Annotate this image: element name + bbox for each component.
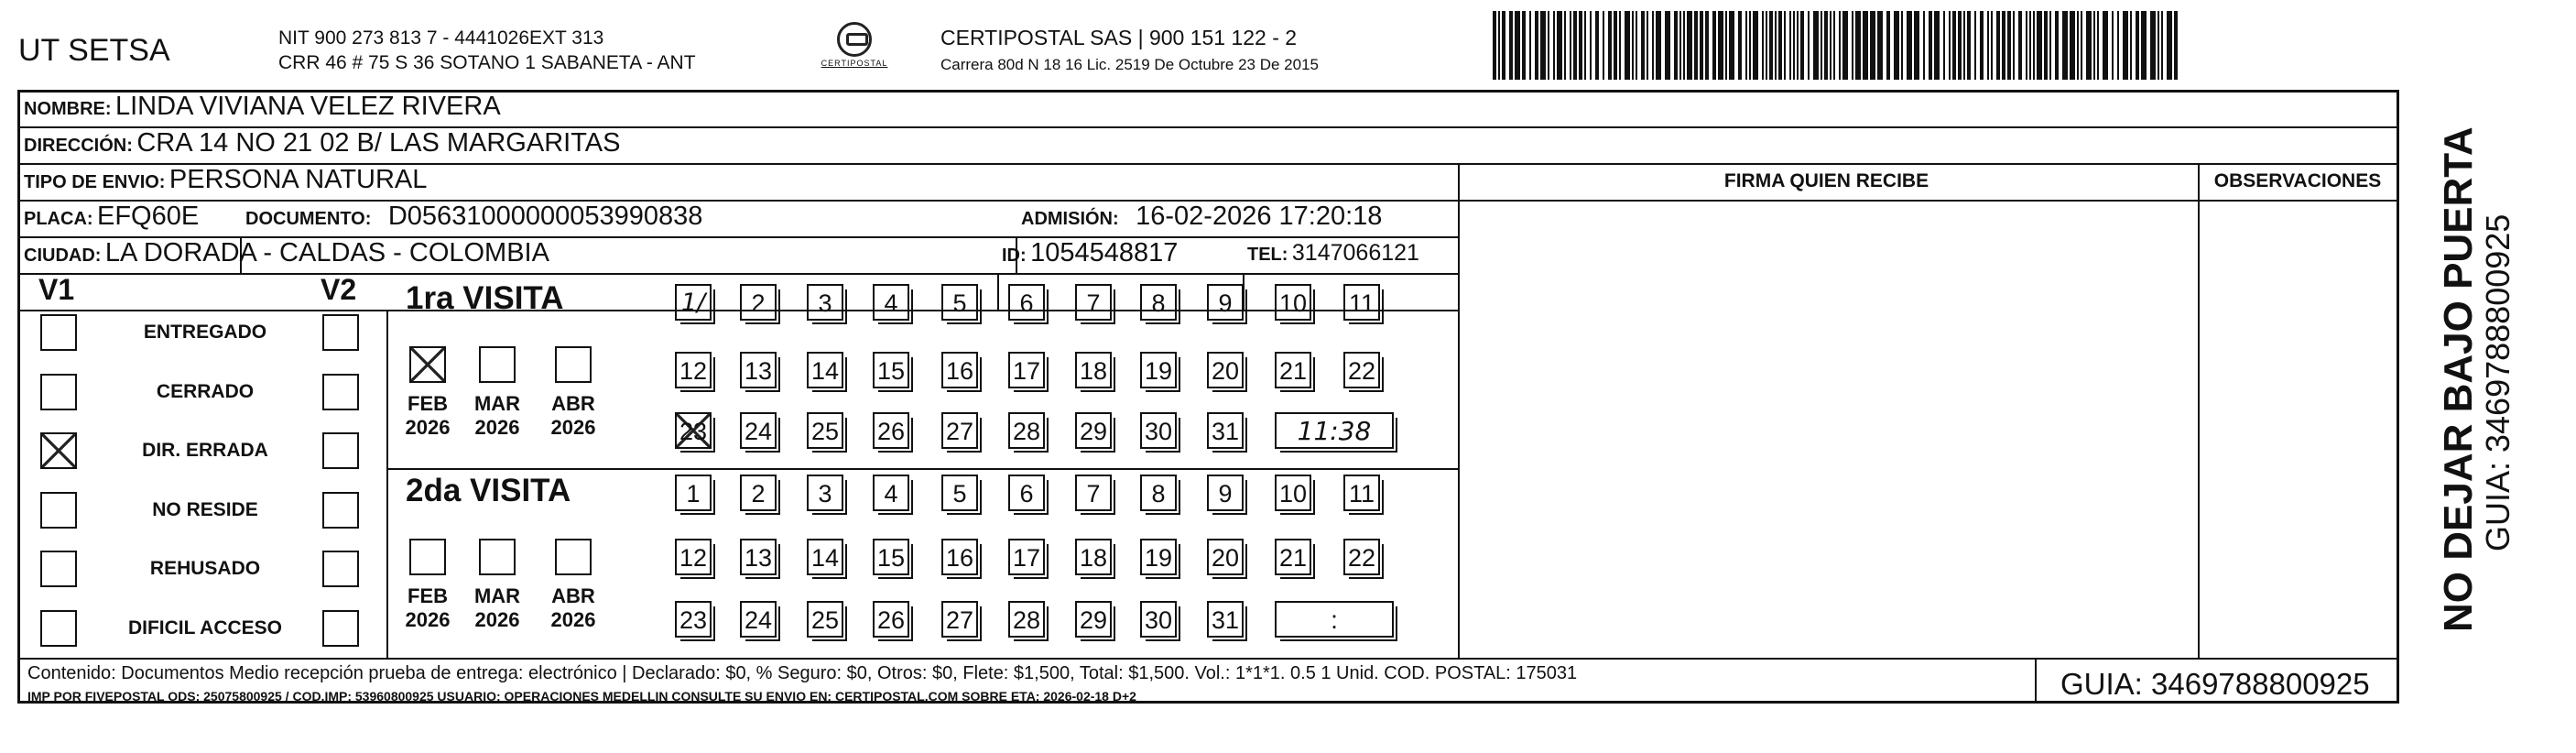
- day-box[interactable]: 4: [873, 475, 909, 511]
- v1-checkbox[interactable]: [40, 432, 77, 469]
- company-info: [278, 26, 696, 75]
- day-box[interactable]: 5: [941, 475, 978, 511]
- nombre-value: LINDA VIVIANA VELEZ RIVERA: [115, 92, 501, 121]
- first-visit-time[interactable]: 11:38: [1275, 412, 1394, 449]
- observaciones-header: OBSERVACIONES: [2213, 170, 2382, 191]
- v2-checkbox[interactable]: [322, 610, 359, 647]
- tel-value: 3147066121: [1291, 240, 1419, 266]
- tipo-envio-field: TIPO DE ENVIO: PERSONA NATURAL: [24, 165, 428, 194]
- day-box[interactable]: 15: [873, 352, 909, 388]
- month-label: ABR 2026: [550, 392, 596, 439]
- day-box[interactable]: 26: [873, 601, 909, 638]
- day-box[interactable]: 25: [807, 412, 843, 449]
- day-box[interactable]: 2: [740, 284, 777, 321]
- documento-value: D05631000000053990838: [387, 202, 703, 231]
- day-box[interactable]: 22: [1343, 539, 1380, 575]
- direccion-field: DIRECCIÓN: CRA 14 NO 21 02 B/ LAS MARGARITAS: [24, 128, 621, 158]
- day-box[interactable]: 15: [873, 539, 909, 575]
- v1-header: V1: [38, 273, 75, 306]
- v2-checkbox[interactable]: [322, 432, 359, 469]
- day-box[interactable]: 26: [873, 412, 909, 449]
- month-label: FEB 2026: [405, 392, 451, 439]
- month-label: MAR 2026: [473, 392, 521, 439]
- day-box[interactable]: 17: [1008, 539, 1045, 575]
- first-visit-title: 1ra VISITA: [406, 280, 564, 316]
- documento-field: DOCUMENTO: D05631000000053990838: [245, 202, 703, 231]
- day-box[interactable]: 16: [941, 539, 978, 575]
- barcode: [1493, 11, 2179, 80]
- day-box[interactable]: 4: [873, 284, 909, 321]
- status-label: CERRADO: [156, 381, 255, 402]
- day-box[interactable]: 29: [1075, 412, 1112, 449]
- day-box[interactable]: 24: [740, 601, 777, 638]
- day-box[interactable]: 11: [1343, 284, 1380, 321]
- day-box[interactable]: 28: [1008, 412, 1045, 449]
- firma-header: FIRMA QUIEN RECIBE: [1723, 170, 1929, 191]
- day-box[interactable]: 7: [1075, 475, 1112, 511]
- day-box[interactable]: 18: [1075, 352, 1112, 388]
- day-box[interactable]: 14: [807, 539, 843, 575]
- admision-value: 16-02-2026 17:20:18: [1136, 202, 1383, 231]
- second-visit-time[interactable]: :: [1275, 601, 1394, 638]
- v1-checkbox[interactable]: [40, 610, 77, 647]
- day-box[interactable]: 20: [1207, 539, 1244, 575]
- month-checkbox[interactable]: [555, 539, 592, 575]
- status-label: DIFICIL ACCESO: [127, 617, 282, 638]
- v1-checkbox[interactable]: [40, 374, 77, 410]
- placa-value: EFQ60E: [97, 202, 200, 231]
- day-box[interactable]: 18: [1075, 539, 1112, 575]
- admision-field: ADMISIÓN: 16-02-2026 17:20:18: [1021, 202, 1383, 231]
- month-checkbox[interactable]: [479, 346, 516, 383]
- nit-line: NIT 900 273 813 7 - 4441026EXT 313: [278, 27, 604, 49]
- day-box[interactable]: 1: [675, 475, 712, 511]
- side-guia-number: GUIA: 3469788800925: [2479, 213, 2516, 551]
- day-box[interactable]: 12: [675, 352, 712, 388]
- day-box[interactable]: 7: [1075, 284, 1112, 321]
- day-box[interactable]: 17: [1008, 352, 1045, 388]
- day-box[interactable]: 9: [1207, 475, 1244, 511]
- nombre-field: NOMBRE: LINDA VIVIANA VELEZ RIVERA: [24, 92, 501, 121]
- ciudad-value: LA DORADA - CALDAS - COLOMBIA: [104, 238, 549, 267]
- day-box[interactable]: 19: [1140, 352, 1177, 388]
- month-checkbox[interactable]: [555, 346, 592, 383]
- print-info: IMP POR FIVEPOSTAL ODS: 25075800925 / COD.IMP: 53960800925 USUARIO: OPERACIONES MEDELLIN CONSULTE SU ENVIO EN: CERTIPOSTAL.COM SOBRE ETA: 2026-02-18 D+2: [27, 689, 1136, 704]
- day-box[interactable]: 21: [1275, 352, 1311, 388]
- v1-checkbox[interactable]: [40, 551, 77, 587]
- v2-checkbox[interactable]: [322, 314, 359, 351]
- placa-field: PLACA: EFQ60E: [24, 202, 200, 231]
- day-box[interactable]: 23: [675, 412, 712, 449]
- month-label: FEB 2026: [405, 584, 451, 631]
- day-box[interactable]: 8: [1140, 475, 1177, 511]
- day-box[interactable]: 30: [1140, 601, 1177, 638]
- day-box[interactable]: 22: [1343, 352, 1380, 388]
- day-box[interactable]: 24: [740, 412, 777, 449]
- status-label: ENTREGADO: [143, 322, 267, 343]
- day-box[interactable]: 19: [1140, 539, 1177, 575]
- day-box[interactable]: 9: [1207, 284, 1244, 321]
- id-field: ID: 1054548817: [1002, 238, 1179, 267]
- day-box[interactable]: 2: [740, 475, 777, 511]
- v2-checkbox[interactable]: [322, 551, 359, 587]
- day-box[interactable]: 5: [941, 284, 978, 321]
- status-label: REHUSADO: [149, 558, 261, 579]
- day-box[interactable]: 6: [1008, 475, 1045, 511]
- month-label: ABR 2026: [550, 584, 596, 631]
- day-box[interactable]: 11: [1343, 475, 1380, 511]
- day-box[interactable]: 21: [1275, 539, 1311, 575]
- second-visit-title: 2da VISITA: [406, 473, 571, 508]
- day-box[interactable]: 27: [941, 412, 978, 449]
- day-box[interactable]: 23: [675, 601, 712, 638]
- day-box[interactable]: 12: [675, 539, 712, 575]
- day-box[interactable]: 10: [1275, 475, 1311, 511]
- certipostal-license: Carrera 80d N 18 16 Lic. 2519 De Octubre 23 De 2015: [940, 56, 1319, 73]
- month-checkbox[interactable]: [479, 539, 516, 575]
- day-box[interactable]: 10: [1275, 284, 1311, 321]
- direccion-value: CRA 14 NO 21 02 B/ LAS MARGARITAS: [136, 128, 621, 158]
- day-box[interactable]: 25: [807, 601, 843, 638]
- v1-checkbox[interactable]: [40, 314, 77, 351]
- tipo-envio-value: PERSONA NATURAL: [168, 165, 428, 194]
- day-box[interactable]: 13: [740, 539, 777, 575]
- certipostal-nit: CERTIPOSTAL SAS | 900 151 122 - 2: [940, 26, 1298, 49]
- v1-checkbox[interactable]: [40, 492, 77, 529]
- no-dejar-notice: NO DEJAR BAJO PUERTA: [2436, 126, 2481, 632]
- day-box[interactable]: 3: [807, 475, 843, 511]
- month-checkbox[interactable]: [409, 346, 446, 383]
- day-box[interactable]: 6: [1008, 284, 1045, 321]
- day-box[interactable]: 20: [1207, 352, 1244, 388]
- tel-field: TEL: 3147066121: [1247, 240, 1419, 266]
- certipostal-logo: CERTIPOSTAL: [813, 22, 896, 73]
- status-label: NO RESIDE: [152, 499, 258, 520]
- day-box[interactable]: 31: [1207, 601, 1244, 638]
- logo-icon: [837, 22, 872, 57]
- day-box[interactable]: 30: [1140, 412, 1177, 449]
- company-name: UT SETSA: [18, 33, 170, 68]
- address-line: CRR 46 # 75 S 36 SOTANO 1 SABANETA - ANT: [278, 52, 696, 73]
- v2-checkbox[interactable]: [322, 492, 359, 529]
- day-box[interactable]: 13: [740, 352, 777, 388]
- day-box[interactable]: 3: [807, 284, 843, 321]
- month-label: MAR 2026: [473, 584, 521, 631]
- day-box[interactable]: 28: [1008, 601, 1045, 638]
- day-box[interactable]: 27: [941, 601, 978, 638]
- day-box[interactable]: 1/: [675, 284, 712, 321]
- status-label: DIR. ERRADA: [142, 440, 268, 461]
- day-box[interactable]: 16: [941, 352, 978, 388]
- id-value: 1054548817: [1030, 238, 1179, 267]
- certipostal-info: [940, 24, 1319, 79]
- v2-header: V2: [321, 273, 357, 306]
- guia-number: GUIA: 3469788800925: [2060, 667, 2370, 701]
- day-box[interactable]: 8: [1140, 284, 1177, 321]
- day-box[interactable]: 31: [1207, 412, 1244, 449]
- month-checkbox[interactable]: [409, 539, 446, 575]
- day-box[interactable]: 29: [1075, 601, 1112, 638]
- v2-checkbox[interactable]: [322, 374, 359, 410]
- ciudad-field: CIUDAD: LA DORADA - CALDAS - COLOMBIA: [24, 238, 549, 267]
- day-box[interactable]: 14: [807, 352, 843, 388]
- content-summary: Contenido: Documentos Medio recepción prueba de entrega: electrónico | Declarado: $0, % Seguro: $0, Otros: $0, Flete: $1,500, Total: $1,500. Vol.: 1*1*1. 0.5 1 Unid. COD. POSTAL: 175031: [27, 663, 1578, 683]
